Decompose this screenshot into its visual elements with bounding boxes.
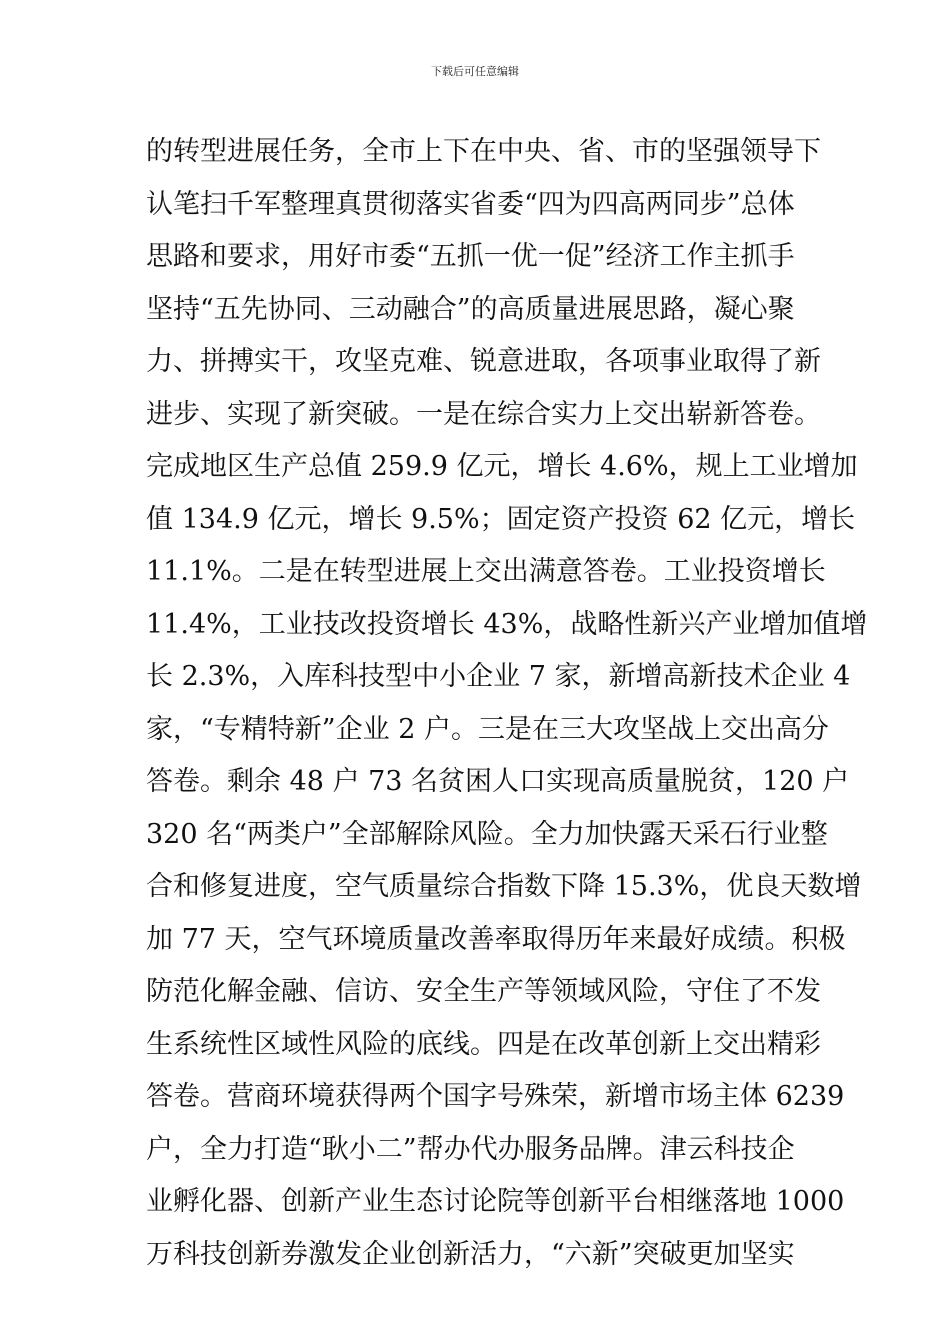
- text-line: 合和修复进度，空气质量综合指数下降 15.3%，优良天数增: [146, 871, 862, 902]
- text-line: 加 77 天，空气环境质量改善率取得历年来最好成绩。积极: [146, 923, 846, 955]
- text-line: 320 名“两类户”全部解除风险。全力加快露天采石行业整: [146, 818, 828, 850]
- document-body: [146, 126, 868, 1281]
- text-line: 进步、实现了新突破。一是在综合实力上交出崭新答卷。: [146, 398, 821, 430]
- text-line: 坚持“五先协同、三动融合”的高质量进展思路，凝心聚: [146, 293, 795, 325]
- text-line: 长 2.3%，入库科技型中小企业 7 家，新增高新技术企业 4: [146, 661, 851, 692]
- text-line: 户，全力打造“耿小二”帮办代办服务品牌。津云科技企: [146, 1133, 795, 1165]
- text-line: 11.1%。二是在转型进展上交出满意答卷。工业投资增长: [146, 556, 826, 587]
- text-line: 业孵化器、创新产业生态讨论院等创新平台相继落地 1000: [146, 1186, 845, 1217]
- text-line: 防范化解金融、信访、安全生产等领域风险，守住了不发: [146, 976, 821, 1007]
- text-line: 家，“专精特新”企业 2 户。三是在三大攻坚战上交出高分: [146, 713, 829, 745]
- text-line: 力、拼搏实干，攻坚克难、锐意进取，各项事业取得了新: [146, 346, 821, 377]
- text-line: 答卷。营商环境获得两个国字号殊荣，新增市场主体 6239: [146, 1081, 845, 1112]
- text-line: 思路和要求，用好市委“五抓一优一促”经济工作主抓手: [146, 241, 795, 272]
- text-line: 值 134.9 亿元，增长 9.5%；固定资产投资 62 亿元，增长: [146, 503, 856, 535]
- text-line: 完成地区生产总值 259.9 亿元，增长 4.6%，规上工业增加: [146, 451, 858, 482]
- text-line: 11.4%，工业技改投资增长 43%，战略性新兴产业增加值增: [146, 608, 868, 640]
- text-line: 答卷。剩余 48 户 73 名贫困人口实现高质量脱贫，120 户: [146, 766, 850, 797]
- text-line: 生系统性区域性风险的底线。四是在改革创新上交出精彩: [146, 1028, 821, 1060]
- page-header: 下载后可任意编辑: [431, 65, 519, 78]
- text-line: 的转型进展任务，全市上下在中央、省、市的坚强领导下: [146, 136, 821, 167]
- text-line: 认笔扫千军整理真贯彻落实省委“四为四高两同步”总体: [146, 188, 795, 220]
- text-line: 万科技创新券激发企业创新活力，“六新”突破更加坚实: [146, 1238, 795, 1270]
